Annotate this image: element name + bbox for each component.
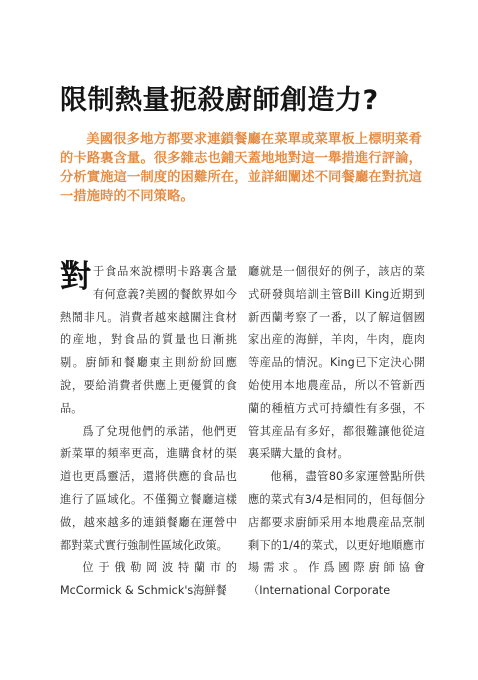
- paragraph-1-text: 于食品來說標明卡路裏含量有何意義?美國的餐飲界如今熱鬧非凡。消費者越來越關注食材的産地，對食品的質量也日漸挑剔。廚師和餐廳東主則紛紛回應說，要給消費者供應上更優質的食品。: [60, 265, 237, 415]
- paragraph-1: [60, 261, 237, 421]
- article-title: 限制熱量扼殺廚師創造力?: [60, 85, 379, 116]
- paragraph-3-continued: 廳就是一個很好的例子，該店的菜式研發與培訓主管Bill King近期到新西蘭考察了一番，以了解這個國家出産的海鮮，羊肉，牛肉，鹿肉等産品的情況。King已下定決心開始使用本地農産品，所以不管新西蘭的種植方式可持續性有多强，不管其産品有多好，都很難讓他從這裏采購大量的食材。: [248, 265, 425, 461]
- text-column-right: [248, 261, 425, 603]
- paragraph-3: 位于俄勒岡波特蘭市的McCormick & Schmick's海鮮餐: [60, 561, 237, 598]
- paragraph-2: 爲了兌現他們的承諾，他們更新菜單的頻率更高，進購食材的渠道也更爲靈活，還將供應的食品也進行了區域化。不僅獨立餐廳這樣做，越來越多的連鎖餐廳在運營中都對菜式實行強制性區域化政策。: [60, 424, 237, 552]
- drop-cap: 對: [60, 259, 91, 295]
- text-column-left: [60, 261, 237, 603]
- paragraph-4: 他稱，盡管80多家運營點所供應的菜式有3/4是相同的，但每個分店都要求廚師采用本地農産品烹制剩下的1/4的菜式，以更好地順應市場需求。作爲國際廚師協會（International Corporate: [248, 470, 425, 598]
- article-lead: 美國很多地方都要求連鎖餐廳在菜單或菜單板上標明菜肴的卡路裏含量。很多雜志也鋪天蓋地地對這一舉措進行評論，分析實施這一制度的困難所在，並詳細闡述不同餐廳在對抗這一措施時的不同策略。: [60, 132, 422, 204]
